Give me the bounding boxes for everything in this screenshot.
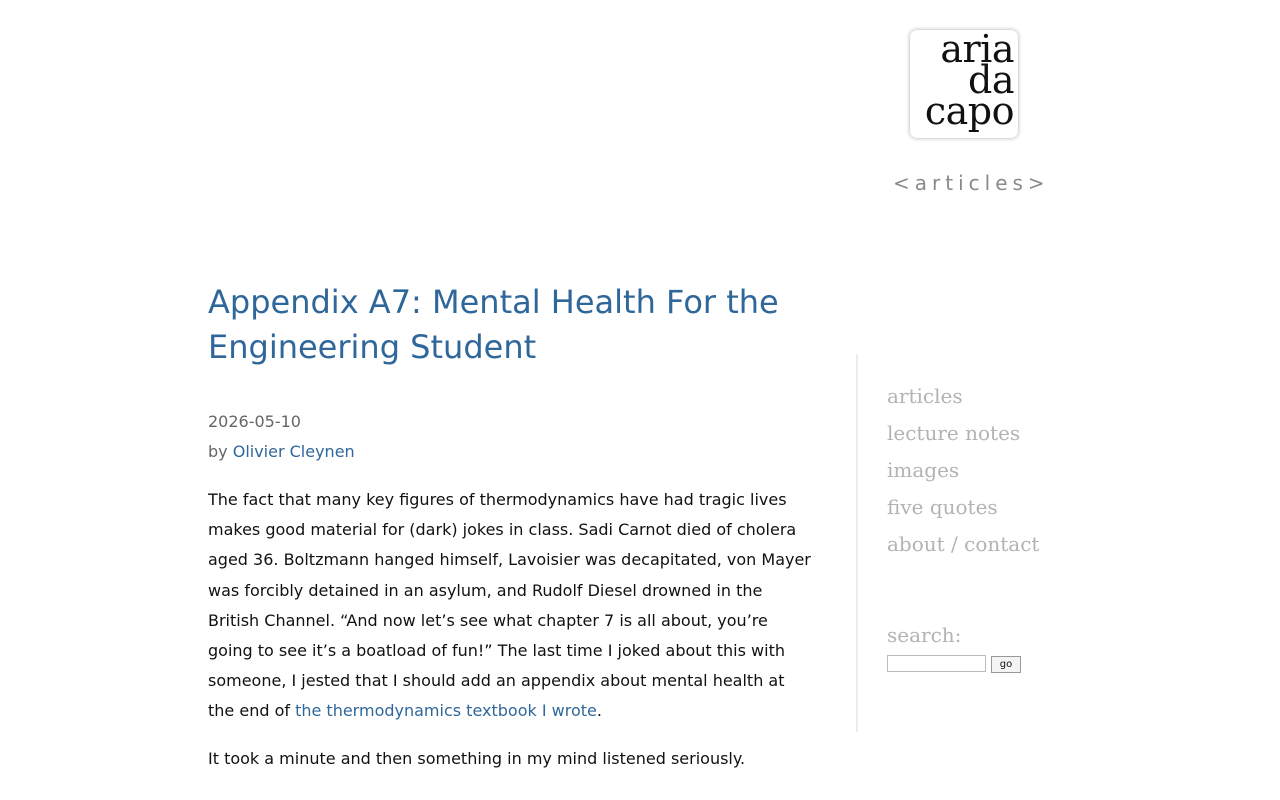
nav-item-images[interactable]: images <box>887 458 960 482</box>
byline-prefix: by <box>208 442 233 461</box>
sidebar-divider <box>856 354 858 732</box>
paragraph-1-text: The fact that many key figures of thermodynamics have had tragic lives makes good material for (dark) jokes in class. Sadi Carnot died of cholera aged 36. Boltzmann hanged himself, Lavoisier was decapitated, von Mayer was forcibly detained in an asylum, and Rudolf Diesel drowned in the British Channel. “And now let’s see what chapter 7 is all about, you’re going to see it’s a boatload of fun!” The last time I joked about this with someone, I jested that I should add an appendix about mental health at the end of <box>208 490 811 721</box>
author-link[interactable]: Olivier Cleynen <box>232 442 355 461</box>
logo-line-da: da <box>968 58 1014 102</box>
search-label: search: <box>887 623 962 647</box>
articles-header-link[interactable]: <articles> <box>893 171 1050 195</box>
article <box>208 280 813 774</box>
article-paragraph-1 <box>208 485 813 727</box>
nav-item-lecture-notes[interactable]: lecture notes <box>887 421 1021 445</box>
site-logo[interactable] <box>910 27 1018 138</box>
textbook-link[interactable]: the thermodynamics textbook I wrote <box>295 701 597 721</box>
search-go-button[interactable]: go <box>991 656 1021 673</box>
article-title: Appendix A7: Mental Health For the Engineering Student <box>208 283 779 366</box>
article-paragraph-2: It took a minute and then something in my mind listened seriously. <box>208 748 746 768</box>
nav-item-about-contact[interactable]: about / contact <box>887 532 1040 556</box>
paragraph-1-end: . <box>596 701 602 721</box>
logo-line-capo: capo <box>924 89 1014 133</box>
article-byline <box>208 437 813 467</box>
search-input[interactable] <box>887 655 986 672</box>
sidebar-nav <box>887 384 1047 569</box>
logo-line-aria: aria <box>940 27 1014 71</box>
article-date: 2026-05-10 <box>208 412 301 431</box>
nav-item-five-quotes[interactable]: five quotes <box>887 495 998 519</box>
nav-item-articles[interactable]: articles <box>887 384 963 408</box>
